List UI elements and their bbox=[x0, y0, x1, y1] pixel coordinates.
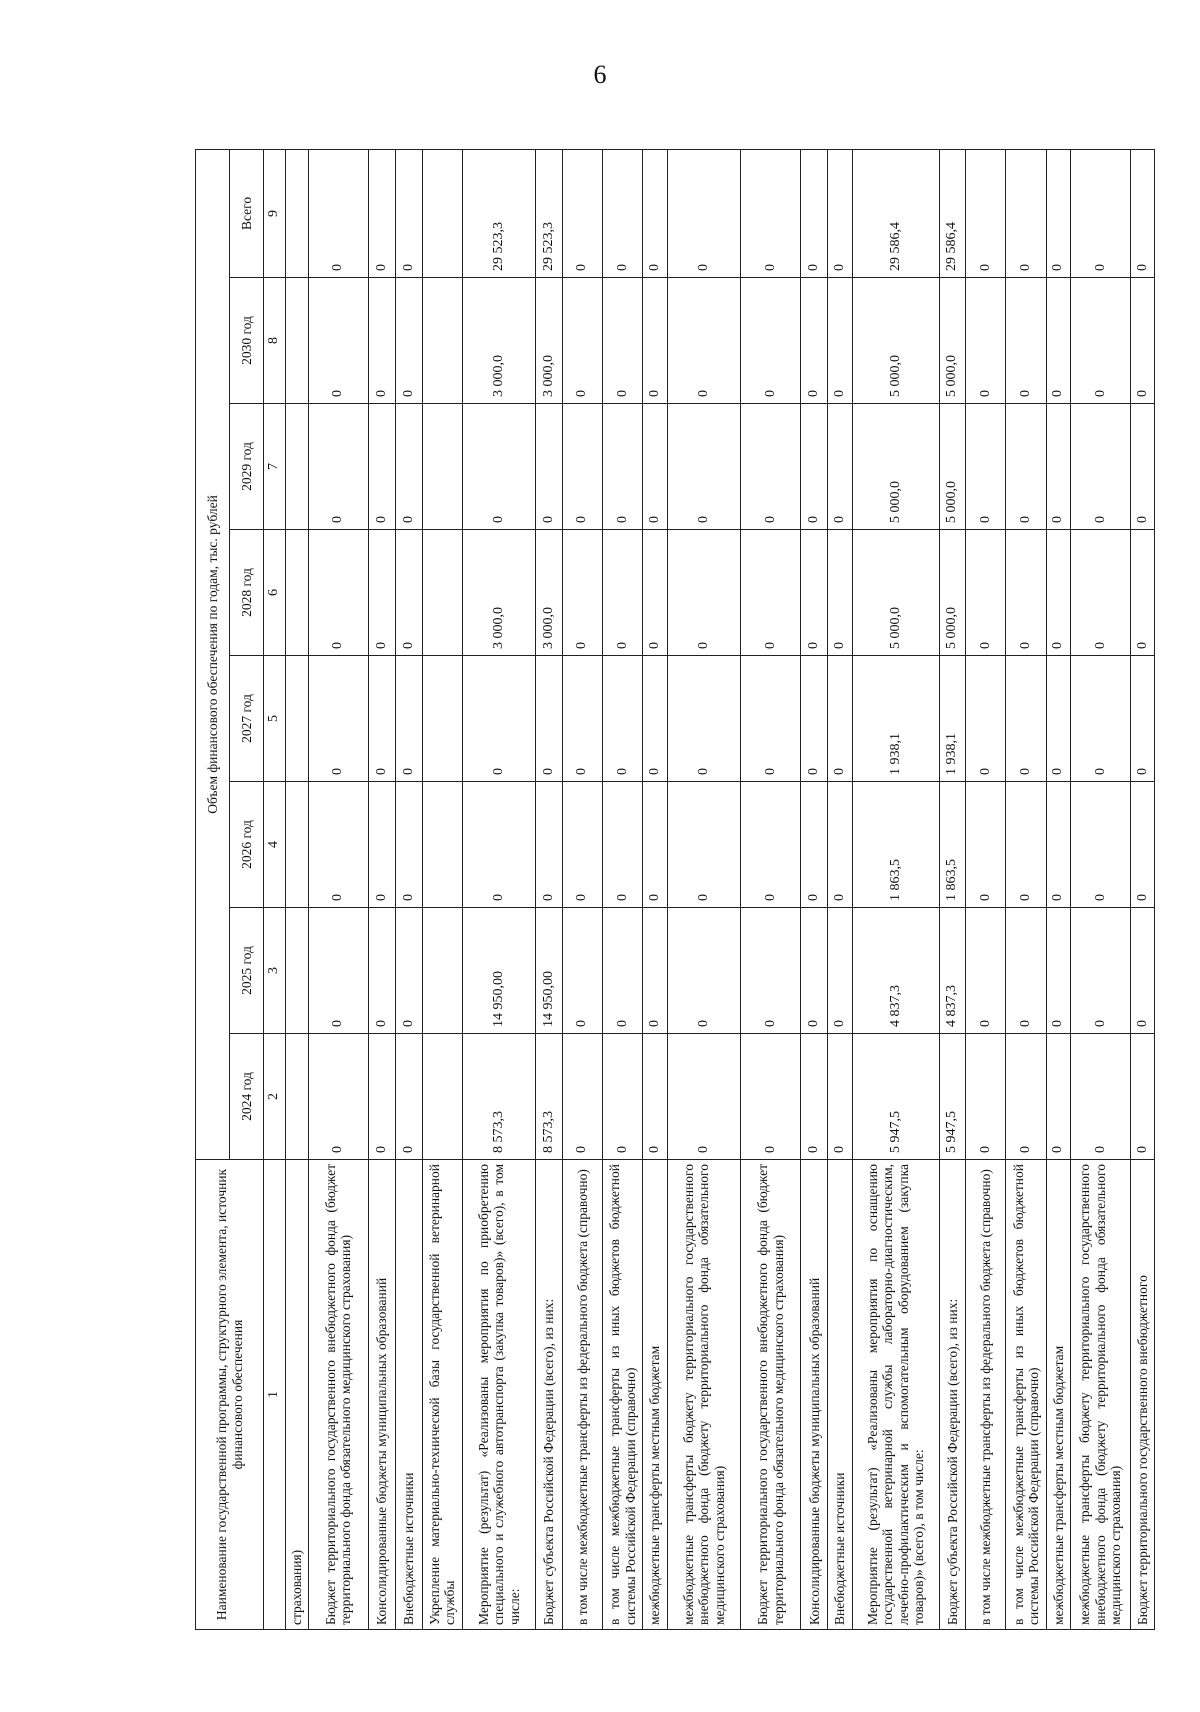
row-year-value: 0 bbox=[603, 656, 643, 782]
row-year-value: 0 bbox=[1131, 656, 1155, 782]
row-year-value: 0 bbox=[667, 782, 741, 908]
row-total-value: 0 bbox=[1131, 149, 1155, 277]
row-year-value: 0 bbox=[1046, 1034, 1071, 1160]
row-year-value: 1 863,5 bbox=[852, 782, 939, 908]
row-year-value: 0 bbox=[828, 1034, 853, 1160]
row-year-value bbox=[286, 530, 309, 656]
row-year-value: 0 bbox=[1071, 782, 1131, 908]
row-year-value: 0 bbox=[1131, 404, 1155, 530]
row-year-value: 0 bbox=[801, 404, 828, 530]
row-year-value: 0 bbox=[801, 908, 828, 1034]
row-year-value: 0 bbox=[1071, 278, 1131, 404]
row-year-value: 0 bbox=[395, 656, 422, 782]
row-year-value: 0 bbox=[667, 278, 741, 404]
row-year-value: 0 bbox=[369, 656, 396, 782]
header-year: 2025 год bbox=[230, 908, 264, 1034]
row-year-value: 0 bbox=[369, 782, 396, 908]
row-year-value: 5 000,0 bbox=[852, 278, 939, 404]
row-source-name: межбюджетные трансферты бюджету территориального государственного внебюджетного фонда (бюджету территориального фонда обязательного медицинского страхования) bbox=[1071, 1160, 1131, 1630]
header-year: 2029 год bbox=[230, 404, 264, 530]
row-year-value: 0 bbox=[966, 656, 1006, 782]
row-year-value: 1 938,1 bbox=[939, 656, 966, 782]
row-year-value: 0 bbox=[308, 908, 368, 1034]
row-year-value bbox=[422, 656, 462, 782]
table-row bbox=[1071, 149, 1131, 1629]
row-year-value: 0 bbox=[1131, 530, 1155, 656]
row-year-value: 0 bbox=[1046, 530, 1071, 656]
row-year-value: 0 bbox=[801, 278, 828, 404]
table-row bbox=[1131, 149, 1155, 1629]
row-year-value bbox=[422, 278, 462, 404]
row-year-value: 0 bbox=[828, 278, 853, 404]
row-year-value: 3 000,0 bbox=[462, 530, 536, 656]
row-year-value: 0 bbox=[395, 782, 422, 908]
row-year-value: 0 bbox=[395, 530, 422, 656]
row-year-value bbox=[422, 782, 462, 908]
row-year-value: 0 bbox=[1046, 656, 1071, 782]
row-source-name: Мероприятие (результат) «Реализованы мероприятия по оснащению государственной ветеринарной службы лабораторно-диагностическим, лечебно-профилактическим и вспомогательным оборудованием (закупка товаров)» (всего), в том числе: bbox=[852, 1160, 939, 1630]
row-year-value: 0 bbox=[828, 530, 853, 656]
row-source-name: Мероприятие (результат) «Реализованы мероприятия по приобретению специального и служебного автотранспорта (закупка товаров)» (всего), в том числе: bbox=[462, 1160, 536, 1630]
row-year-value: 0 bbox=[966, 908, 1006, 1034]
row-total-value: 0 bbox=[828, 149, 853, 277]
row-year-value: 0 bbox=[643, 908, 668, 1034]
row-year-value: 0 bbox=[562, 278, 602, 404]
row-source-name: Бюджет территориального государственного внебюджетного фонда (бюджет территориального фонда обязательного медицинского страхования) bbox=[308, 1160, 368, 1630]
page-number: 6 bbox=[593, 60, 607, 89]
header-year: 2030 год bbox=[230, 278, 264, 404]
row-year-value: 0 bbox=[395, 1034, 422, 1160]
row-year-value: 0 bbox=[369, 530, 396, 656]
row-year-value: 0 bbox=[643, 782, 668, 908]
row-year-value: 0 bbox=[462, 782, 536, 908]
row-year-value: 4 837,3 bbox=[852, 908, 939, 1034]
header-year: 2028 год bbox=[230, 530, 264, 656]
row-year-value: 0 bbox=[1131, 908, 1155, 1034]
row-year-value: 0 bbox=[1046, 782, 1071, 908]
table-row bbox=[286, 149, 309, 1629]
row-year-value: 0 bbox=[966, 404, 1006, 530]
row-total-value: 0 bbox=[1046, 149, 1071, 277]
row-year-value: 0 bbox=[562, 908, 602, 1034]
financing-table bbox=[195, 149, 1155, 1630]
row-total-value: 0 bbox=[562, 149, 602, 277]
row-year-value: 0 bbox=[308, 404, 368, 530]
header-financing-group: Объем финансового обеспечения по годам, тыс. рублей bbox=[196, 149, 230, 1159]
header-total: Всего bbox=[230, 149, 264, 277]
row-year-value: 5 000,0 bbox=[939, 530, 966, 656]
row-year-value: 1 863,5 bbox=[939, 782, 966, 908]
row-source-name: Бюджет субъекта Российской Федерации (всего), из них: bbox=[939, 1160, 966, 1630]
table-row bbox=[852, 149, 939, 1629]
header-year: 2026 год bbox=[230, 782, 264, 908]
table-row bbox=[939, 149, 966, 1629]
row-year-value: 0 bbox=[603, 404, 643, 530]
row-year-value: 0 bbox=[643, 278, 668, 404]
row-year-value: 5 947,5 bbox=[939, 1034, 966, 1160]
row-source-name: Внебюджетные источники bbox=[395, 1160, 422, 1630]
row-total-value: 0 bbox=[308, 149, 368, 277]
row-year-value: 0 bbox=[741, 656, 801, 782]
table-body bbox=[286, 149, 1155, 1629]
row-year-value: 0 bbox=[536, 404, 563, 530]
table-row bbox=[308, 149, 368, 1629]
row-year-value: 0 bbox=[801, 782, 828, 908]
table-row bbox=[1046, 149, 1071, 1629]
row-year-value: 0 bbox=[741, 908, 801, 1034]
row-source-name: в том числе межбюджетные трансферты из иных бюджетов бюджетной системы Российской Федерации (справочно) bbox=[603, 1160, 643, 1630]
row-year-value: 0 bbox=[308, 782, 368, 908]
row-year-value: 0 bbox=[603, 782, 643, 908]
row-year-value: 0 bbox=[462, 404, 536, 530]
row-source-name: Бюджет территориального государственного внебюджетного bbox=[1131, 1160, 1155, 1630]
row-source-name: страхования) bbox=[286, 1160, 309, 1630]
row-year-value: 0 bbox=[603, 530, 643, 656]
row-year-value: 0 bbox=[828, 656, 853, 782]
row-source-name: межбюджетные трансферты местным бюджетам bbox=[643, 1160, 668, 1630]
row-year-value: 0 bbox=[828, 908, 853, 1034]
row-year-value: 0 bbox=[1006, 908, 1046, 1034]
column-index: 3 bbox=[264, 908, 286, 1034]
row-year-value: 0 bbox=[562, 1034, 602, 1160]
row-year-value: 0 bbox=[308, 1034, 368, 1160]
row-year-value bbox=[286, 908, 309, 1034]
row-source-name: в том числе межбюджетные трансферты из федерального бюджета (справочно) bbox=[562, 1160, 602, 1630]
column-index: 5 bbox=[264, 656, 286, 782]
row-year-value: 4 837,3 bbox=[939, 908, 966, 1034]
row-year-value: 0 bbox=[966, 278, 1006, 404]
row-year-value: 0 bbox=[643, 530, 668, 656]
row-year-value: 0 bbox=[966, 782, 1006, 908]
column-index: 7 bbox=[264, 404, 286, 530]
table-row bbox=[966, 149, 1006, 1629]
row-year-value bbox=[286, 1034, 309, 1160]
header-row-group bbox=[196, 149, 230, 1629]
row-total-value: 0 bbox=[741, 149, 801, 277]
row-year-value: 0 bbox=[1006, 1034, 1046, 1160]
row-source-name: в том числе межбюджетные трансферты из иных бюджетов бюджетной системы Российской Федерации (справочно) bbox=[1006, 1160, 1046, 1630]
column-index: 8 bbox=[264, 278, 286, 404]
row-year-value: 0 bbox=[828, 782, 853, 908]
column-index: 1 bbox=[264, 1160, 286, 1630]
table-row bbox=[422, 149, 462, 1629]
row-year-value: 0 bbox=[667, 908, 741, 1034]
row-year-value: 0 bbox=[1046, 908, 1071, 1034]
row-year-value: 0 bbox=[369, 404, 396, 530]
row-total-value: 0 bbox=[395, 149, 422, 277]
row-year-value: 0 bbox=[369, 278, 396, 404]
row-year-value: 0 bbox=[562, 404, 602, 530]
row-year-value: 0 bbox=[1071, 908, 1131, 1034]
column-index: 2 bbox=[264, 1034, 286, 1160]
row-source-name: межбюджетные трансферты бюджету территориального государственного внебюджетного фонда (бюджету территориального фонда обязательного медицинского страхования) bbox=[667, 1160, 741, 1630]
row-total-value: 0 bbox=[603, 149, 643, 277]
row-year-value: 0 bbox=[667, 404, 741, 530]
row-year-value: 0 bbox=[643, 404, 668, 530]
row-year-value: 0 bbox=[643, 1034, 668, 1160]
row-year-value: 0 bbox=[1131, 782, 1155, 908]
financing-table-frame bbox=[195, 150, 1155, 1630]
row-year-value: 0 bbox=[1006, 404, 1046, 530]
row-year-value: 0 bbox=[667, 656, 741, 782]
row-year-value: 0 bbox=[603, 908, 643, 1034]
row-year-value: 0 bbox=[308, 278, 368, 404]
table-row bbox=[562, 149, 602, 1629]
row-year-value bbox=[422, 1034, 462, 1160]
row-year-value: 5 000,0 bbox=[852, 404, 939, 530]
row-year-value: 0 bbox=[667, 1034, 741, 1160]
row-total-value: 0 bbox=[801, 149, 828, 277]
row-year-value: 0 bbox=[1046, 278, 1071, 404]
row-year-value: 0 bbox=[369, 908, 396, 1034]
row-year-value: 0 bbox=[1071, 404, 1131, 530]
row-year-value bbox=[286, 656, 309, 782]
row-total-value: 0 bbox=[1071, 149, 1131, 277]
row-source-name: в том числе межбюджетные трансферты из федерального бюджета (справочно) bbox=[966, 1160, 1006, 1630]
row-year-value: 0 bbox=[1071, 656, 1131, 782]
column-index: 9 bbox=[264, 149, 286, 277]
row-year-value: 5 000,0 bbox=[852, 530, 939, 656]
row-source-name: Укрепление материально-технической базы государственной ветеринарной службы bbox=[422, 1160, 462, 1630]
column-index: 4 bbox=[264, 782, 286, 908]
row-year-value bbox=[286, 782, 309, 908]
table-row bbox=[395, 149, 422, 1629]
row-year-value: 0 bbox=[1006, 782, 1046, 908]
row-source-name: Консолидированные бюджеты муниципальных образований bbox=[801, 1160, 828, 1630]
row-year-value: 8 573,3 bbox=[462, 1034, 536, 1160]
row-year-value: 5 947,5 bbox=[852, 1034, 939, 1160]
header-year: 2027 год bbox=[230, 656, 264, 782]
row-year-value: 0 bbox=[643, 656, 668, 782]
table-row bbox=[1006, 149, 1046, 1629]
row-year-value: 5 000,0 bbox=[939, 404, 966, 530]
row-year-value: 0 bbox=[395, 404, 422, 530]
row-year-value: 0 bbox=[1006, 656, 1046, 782]
row-total-value: 0 bbox=[643, 149, 668, 277]
row-year-value: 0 bbox=[395, 278, 422, 404]
row-year-value: 1 938,1 bbox=[852, 656, 939, 782]
row-year-value: 0 bbox=[562, 530, 602, 656]
row-year-value: 14 950,00 bbox=[462, 908, 536, 1034]
row-year-value: 0 bbox=[562, 656, 602, 782]
row-total-value: 0 bbox=[667, 149, 741, 277]
row-total-value bbox=[286, 149, 309, 277]
row-source-name: межбюджетные трансферты местным бюджетам bbox=[1046, 1160, 1071, 1630]
row-year-value: 0 bbox=[1006, 278, 1046, 404]
row-total-value: 29 586,4 bbox=[852, 149, 939, 277]
header-name-column: Наименование государственной программы, структурного элемента, источник финансового обеспечения bbox=[196, 1160, 264, 1630]
row-year-value: 0 bbox=[966, 530, 1006, 656]
row-year-value: 0 bbox=[1131, 1034, 1155, 1160]
row-year-value bbox=[422, 404, 462, 530]
row-year-value: 0 bbox=[1046, 404, 1071, 530]
table-row bbox=[603, 149, 643, 1629]
table-row bbox=[801, 149, 828, 1629]
row-year-value: 3 000,0 bbox=[536, 530, 563, 656]
table-row bbox=[741, 149, 801, 1629]
row-year-value: 0 bbox=[741, 782, 801, 908]
row-year-value: 0 bbox=[395, 908, 422, 1034]
column-index: 6 bbox=[264, 530, 286, 656]
row-year-value bbox=[286, 404, 309, 530]
row-source-name: Внебюджетные источники bbox=[828, 1160, 853, 1630]
row-year-value: 0 bbox=[801, 656, 828, 782]
row-year-value: 0 bbox=[1006, 530, 1046, 656]
row-year-value: 0 bbox=[308, 530, 368, 656]
row-year-value: 14 950,00 bbox=[536, 908, 563, 1034]
row-source-name: Бюджет субъекта Российской Федерации (всего), из них: bbox=[536, 1160, 563, 1630]
row-source-name: Консолидированные бюджеты муниципальных образований bbox=[369, 1160, 396, 1630]
row-year-value bbox=[422, 908, 462, 1034]
header-row-indices bbox=[264, 149, 286, 1629]
table-row bbox=[667, 149, 741, 1629]
row-year-value bbox=[286, 278, 309, 404]
row-year-value: 5 000,0 bbox=[939, 278, 966, 404]
row-year-value: 0 bbox=[536, 656, 563, 782]
row-year-value: 0 bbox=[308, 656, 368, 782]
row-year-value: 0 bbox=[462, 656, 536, 782]
row-year-value: 0 bbox=[536, 782, 563, 908]
table-row bbox=[369, 149, 396, 1629]
row-year-value bbox=[422, 530, 462, 656]
table-row bbox=[828, 149, 853, 1629]
table-row bbox=[643, 149, 668, 1629]
row-total-value: 0 bbox=[369, 149, 396, 277]
row-year-value: 0 bbox=[603, 278, 643, 404]
row-year-value: 0 bbox=[966, 1034, 1006, 1160]
row-year-value: 0 bbox=[369, 1034, 396, 1160]
row-year-value: 0 bbox=[741, 1034, 801, 1160]
row-total-value: 29 523,3 bbox=[462, 149, 536, 277]
row-year-value: 0 bbox=[801, 1034, 828, 1160]
row-year-value: 8 573,3 bbox=[536, 1034, 563, 1160]
row-year-value: 3 000,0 bbox=[462, 278, 536, 404]
row-year-value: 0 bbox=[562, 782, 602, 908]
row-source-name: Бюджет территориального государственного внебюджетного фонда (бюджет территориального фонда обязательного медицинского страхования) bbox=[741, 1160, 801, 1630]
row-total-value: 29 523,3 bbox=[536, 149, 563, 277]
row-year-value: 0 bbox=[667, 530, 741, 656]
row-year-value: 0 bbox=[741, 530, 801, 656]
row-year-value: 0 bbox=[1071, 1034, 1131, 1160]
row-year-value: 0 bbox=[1131, 278, 1155, 404]
row-year-value: 0 bbox=[741, 278, 801, 404]
row-total-value bbox=[422, 149, 462, 277]
row-total-value: 29 586,4 bbox=[939, 149, 966, 277]
row-year-value: 3 000,0 bbox=[536, 278, 563, 404]
table-row bbox=[536, 149, 563, 1629]
row-total-value: 0 bbox=[1006, 149, 1046, 277]
row-year-value: 0 bbox=[1071, 530, 1131, 656]
row-year-value: 0 bbox=[801, 530, 828, 656]
row-year-value: 0 bbox=[603, 1034, 643, 1160]
row-total-value: 0 bbox=[966, 149, 1006, 277]
header-year: 2024 год bbox=[230, 1034, 264, 1160]
table-row bbox=[462, 149, 536, 1629]
row-year-value: 0 bbox=[828, 404, 853, 530]
row-year-value: 0 bbox=[741, 404, 801, 530]
